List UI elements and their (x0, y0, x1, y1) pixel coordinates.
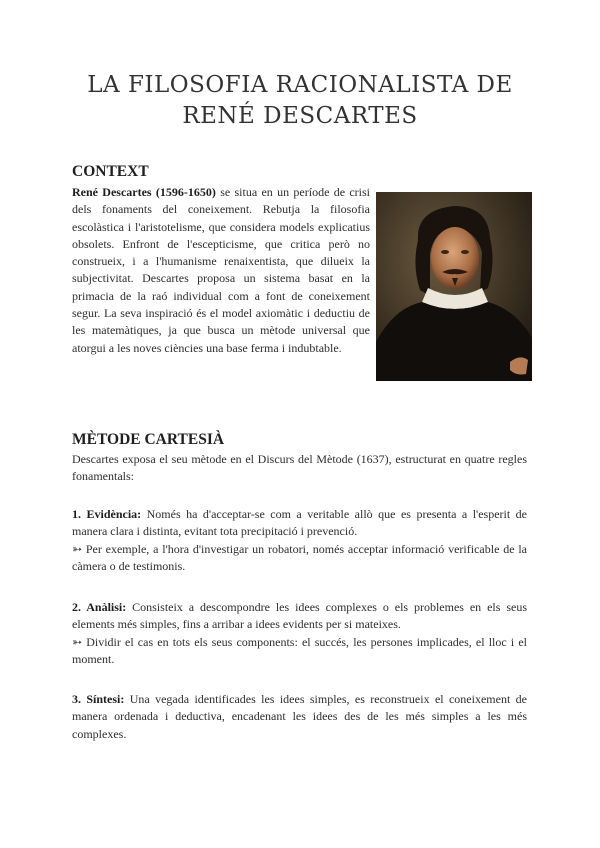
descartes-portrait (376, 192, 532, 381)
rule-analisi (72, 599, 527, 668)
rule-evidencia (72, 506, 527, 575)
context-body: se situa en un període de crisi dels fonaments del coneixement. Rebutja la filosofia escolàstica i l'aristotelisme, que considera models explicatius obsolets. Enfront de l'escepticisme, que critica però no construeix, i a l'humanisme renaixentista, que dilueix la subjectivitat. Descartes proposa un sistema basat en la primacia de la raó individual com a font de coneixement segur. La seva inspiració és el model axiomàtic i deductiu de les matemàtiques, ja que busca un mètode universal que atorgui a les noves ciències una base ferma i indubtable. (72, 185, 370, 355)
rule-evidencia-text: Només ha d'acceptar-se com a veritable allò que es presenta a l'esperit de manera clara i distinta, evitant tota precipitació i prevenció. (72, 507, 527, 539)
rule-sintesi (72, 691, 527, 743)
rule-analisi-text: Consisteix a descompondre les idees complexes o els problemes en els seus elements més simples, fins a arribar a idees evidents per si mateixes. (72, 600, 527, 632)
rule-analisi-label: 2. Anàlisi: (72, 600, 127, 614)
method-intro: Descartes exposa el seu mètode en el Discurs del Mètode (1637), estructurat en quatre regles fonamentals: (72, 452, 527, 484)
rule-analisi-example: ➳ Dividir el cas en tots els seus components: el succés, les persones implicades, el lloc i el moment. (72, 634, 527, 666)
rule-sintesi-text: Una vegada identificades les idees simples, es reconstrueix el coneixement de manera ordenada i deductiva, encadenant les idees des de les més simples a les més complexes. (72, 692, 527, 741)
rule-evidencia-example: ➳ Per exemple, a l'hora d'investigar un robatori, només acceptar informació verificable de la càmera o de testimonis. (72, 541, 527, 573)
rule-evidencia-label: 1. Evidència: (72, 507, 142, 521)
context-lead: René Descartes (1596-1650) (72, 185, 216, 199)
context-paragraph (72, 184, 370, 357)
method-heading: MÈTODE CARTESIÀ (72, 431, 225, 448)
context-heading: CONTEXT (72, 163, 149, 180)
rule-sintesi-label: 3. Síntesi: (72, 692, 125, 706)
page-title: LA FILOSOFIA RACIONALISTA DE RENÉ DESCARTES (87, 72, 513, 129)
